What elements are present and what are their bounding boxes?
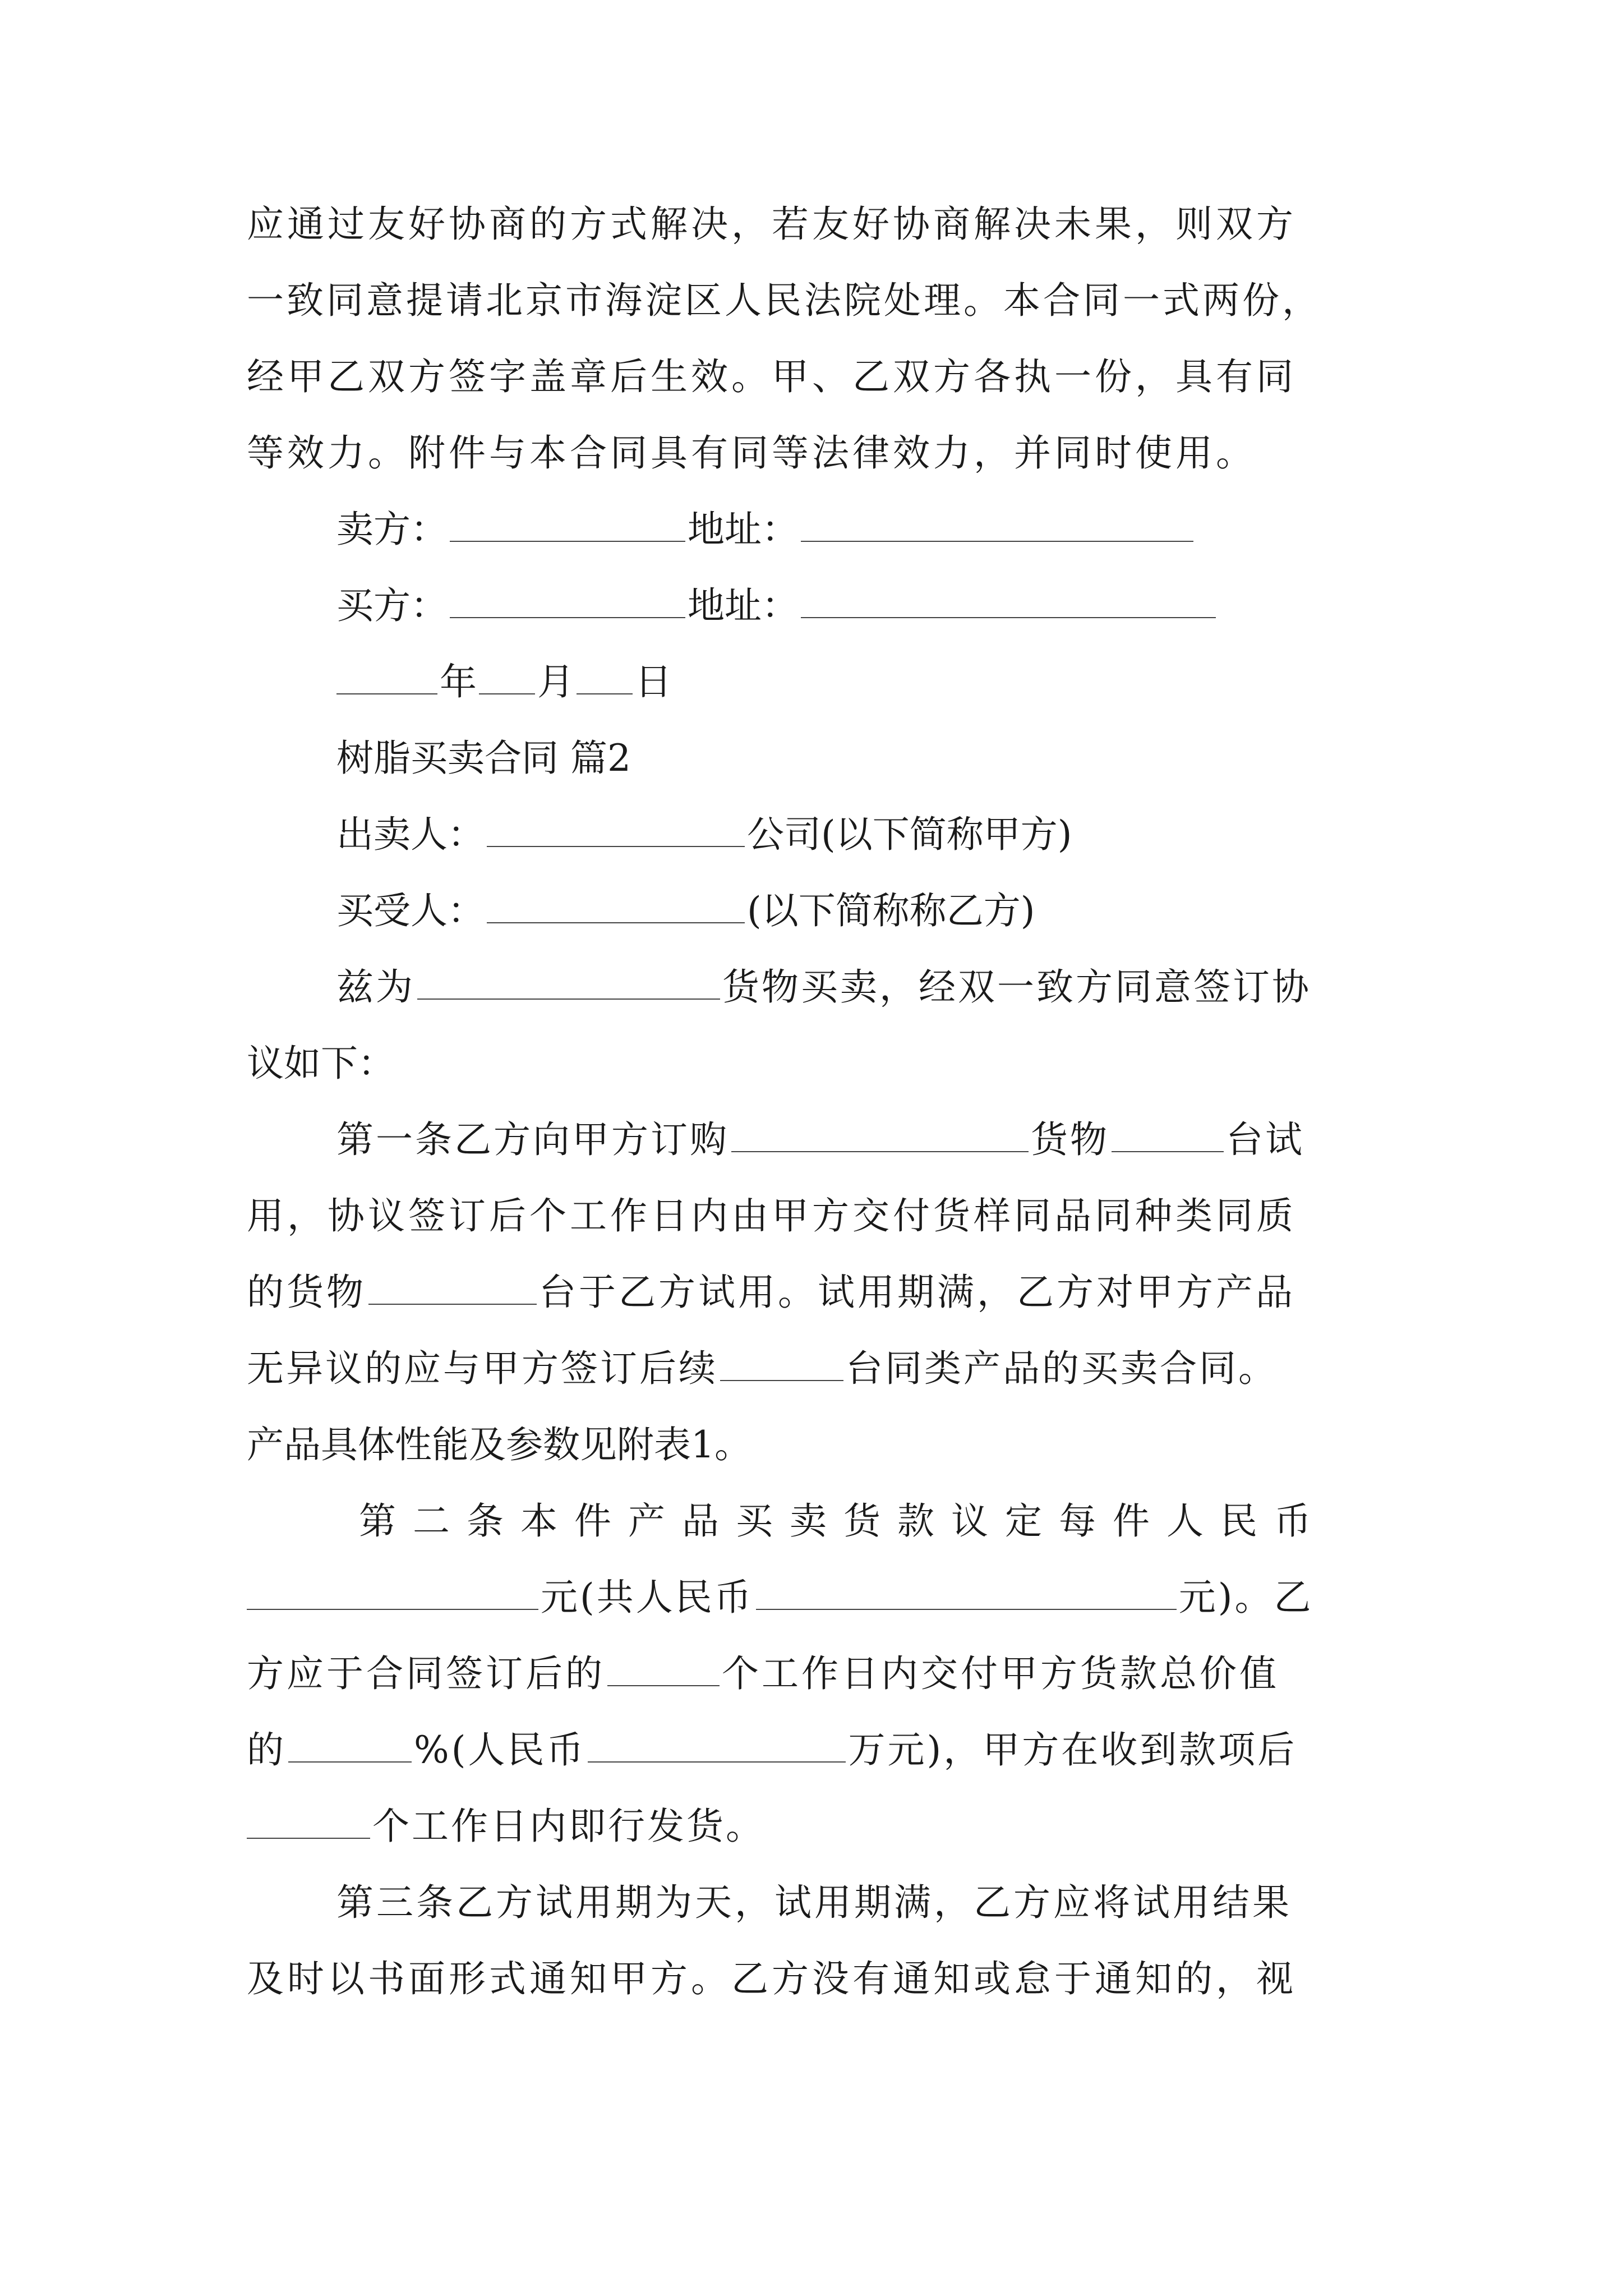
day-blank bbox=[577, 660, 633, 694]
party-a-suffix: 公司(以下简称甲方) bbox=[747, 813, 1072, 856]
article-2-part: 个工作日内即行发货。 bbox=[372, 1805, 765, 1848]
party-b-line bbox=[336, 877, 1035, 945]
article-1-part: 台同类产品的买卖合同。 bbox=[846, 1347, 1278, 1390]
unit-price-blank bbox=[247, 1575, 538, 1610]
buyer-address-label: 地址： bbox=[688, 584, 799, 627]
seller-line bbox=[336, 496, 1196, 563]
article-1-part: 台于乙方试用。试用期满，乙方对甲方产品 bbox=[539, 1271, 1295, 1314]
buyer-label: 买方： bbox=[336, 584, 448, 627]
article-1-line-3 bbox=[247, 1259, 1295, 1326]
month-label: 月 bbox=[537, 660, 574, 703]
paragraph-line: 产品具体性能及参数见附表1。 bbox=[247, 1423, 751, 1466]
paragraph-line: 应通过友好协商的方式解决，若友好协商解决未果，则双方 bbox=[247, 203, 1297, 246]
article-2-part: 方应于合同签订后的 bbox=[247, 1652, 605, 1695]
article-1-part: 货物 bbox=[1031, 1118, 1109, 1161]
buyer-line bbox=[336, 572, 1218, 639]
party-b-label: 买受人： bbox=[336, 889, 485, 932]
party-a-blank bbox=[487, 812, 745, 847]
article-2-part: %(人民币 bbox=[414, 1728, 586, 1772]
amount-blank bbox=[588, 1728, 846, 1763]
intro-end: 议如下： bbox=[247, 1042, 395, 1085]
buyer-address-blank bbox=[801, 583, 1216, 618]
party-b-blank bbox=[487, 889, 745, 923]
seller-address-label: 地址： bbox=[688, 508, 799, 551]
paragraph-line: 用，协议签订后个工作日内由甲方交付货样同品同种类同质 bbox=[247, 1194, 1297, 1237]
article-2-line-1: 第二条本件产品买卖货款议定每件人民币 bbox=[359, 1499, 1328, 1543]
paragraph-line: 经甲乙双方签字盖章后生效。甲、乙双方各执一份，具有同 bbox=[247, 355, 1297, 398]
intro-prefix: 兹为 bbox=[336, 965, 415, 1009]
article-1-line bbox=[336, 1106, 1304, 1174]
intro-line bbox=[336, 954, 1311, 1021]
year-label: 年 bbox=[440, 660, 477, 703]
article-2-line-5 bbox=[247, 1793, 765, 1860]
quantity-blank bbox=[1112, 1117, 1224, 1152]
buyer-blank bbox=[450, 583, 685, 618]
year-blank bbox=[336, 660, 437, 694]
article-1-part: 台试 bbox=[1226, 1118, 1304, 1161]
day-label: 日 bbox=[635, 660, 672, 703]
article-2-line-4 bbox=[247, 1717, 1297, 1784]
goods-blank bbox=[417, 965, 720, 1000]
article-1-part: 第一条乙方向甲方订购 bbox=[336, 1118, 729, 1161]
article-2-part: 元(共人民币 bbox=[541, 1576, 754, 1619]
intro-suffix: 货物买卖，经双一致方同意签订协 bbox=[722, 965, 1311, 1009]
section-title: 树脂买卖合同 篇2 bbox=[336, 737, 631, 780]
date-line bbox=[336, 648, 672, 716]
paragraph-line: 等效力。附件与本合同具有同等法律效力，并同时使用。 bbox=[247, 431, 1256, 475]
party-a-label: 出卖人： bbox=[336, 813, 485, 856]
total-price-blank bbox=[756, 1575, 1177, 1610]
article-2-part: 的 bbox=[247, 1728, 286, 1772]
seller-blank bbox=[450, 507, 685, 542]
article-1-part: 无异议的应与甲方签订后续 bbox=[247, 1347, 718, 1390]
sample-quantity-blank bbox=[368, 1270, 537, 1305]
percent-blank bbox=[288, 1728, 412, 1763]
order-goods-blank bbox=[731, 1117, 1029, 1152]
article-2-part: 个工作日内交付甲方货款总价值 bbox=[722, 1652, 1279, 1695]
paragraph-line: 一致同意提请北京市海淀区人民法院处理。本合同一式两份， bbox=[247, 279, 1322, 322]
article-2-part: 万元)，甲方在收到款项后 bbox=[848, 1728, 1297, 1772]
month-blank bbox=[479, 660, 535, 694]
article-1-line-4 bbox=[247, 1335, 1278, 1402]
seller-address-blank bbox=[801, 507, 1193, 542]
party-a-line bbox=[336, 801, 1072, 868]
article-2-line-3 bbox=[247, 1640, 1279, 1708]
party-b-suffix: (以下简称称乙方) bbox=[747, 889, 1035, 932]
follow-up-quantity-blank bbox=[720, 1346, 843, 1381]
ship-days-blank bbox=[247, 1804, 370, 1839]
seller-label: 卖方： bbox=[336, 508, 448, 551]
paragraph-line: 及时以书面形式通知甲方。乙方没有通知或怠于通知的，视 bbox=[247, 1957, 1297, 2000]
days-blank bbox=[607, 1651, 720, 1686]
article-2-part: 元)。乙 bbox=[1178, 1576, 1313, 1619]
article-1-part: 的货物 bbox=[247, 1271, 366, 1314]
paragraph-line: 第三条乙方试用期为天，试用期满，乙方应将试用结果 bbox=[336, 1881, 1292, 1924]
article-2-line-2 bbox=[247, 1564, 1313, 1631]
